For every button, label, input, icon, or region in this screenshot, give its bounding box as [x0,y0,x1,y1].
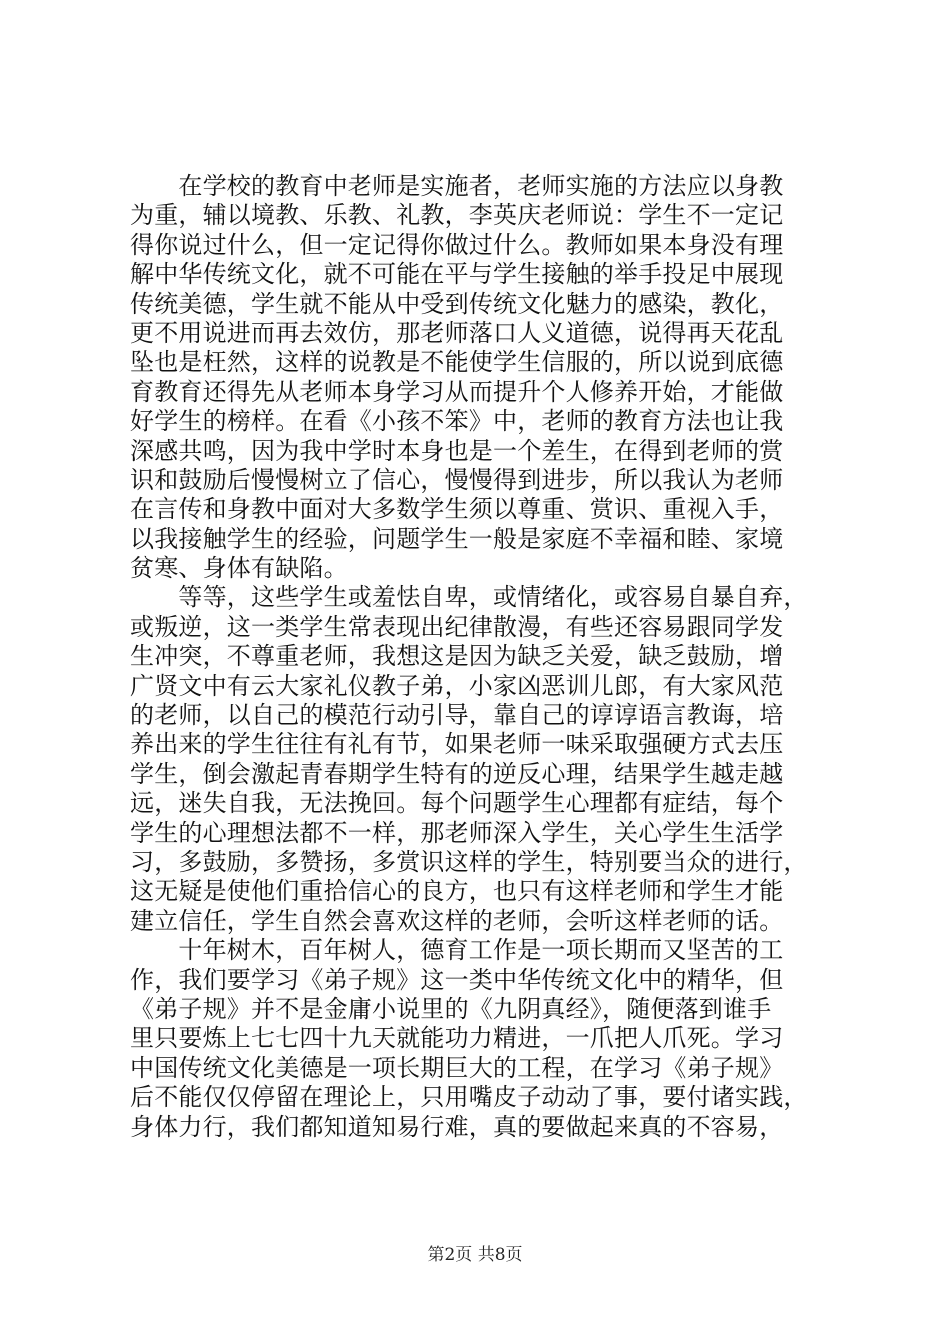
text-line: 养出来的学生往往有礼有节，如果老师一味采取强硬方式去压 [130,730,784,759]
text-line: 远，迷失自我，无法挽回。每个问题学生心理都有症结，每个 [130,789,784,818]
page-number-label: 第2页 共8页 [427,1245,523,1265]
text-line: 的老师，以自己的模范行动引导，靠自己的谆谆语言教诲，培 [130,701,784,730]
text-line: 或叛逆，这一类学生常表现出纪律散漫，有些还容易跟同学发 [130,612,784,641]
text-line: 贫寒、身体有缺陷。 [130,554,348,583]
text-line: 得你说过什么，但一定记得你做过什么。教师如果本身没有理 [130,230,784,259]
text-line: 生冲突，不尊重老师，我想这是因为缺乏关爱，缺乏鼓励，增 [130,642,784,671]
text-line: 广贤文中有云大家礼仪教子弟，小家凶恶训儿郎，有大家风范 [130,671,784,700]
text-line: 习，多鼓励，多赞扬，多赏识这样的学生，特别要当众的进行， [130,847,808,876]
text-line: 里只要炼上七七四十九天就能功力精进，一爪把人爪死。学习 [130,1024,784,1053]
text-line: 学生，倒会激起青春期学生特有的逆反心理，结果学生越走越 [130,759,784,788]
text-line: 为重，辅以境教、乐教、礼教，李英庆老师说：学生不一定记 [130,201,784,230]
text-line: 身体力行，我们都知道知易行难，真的要做起来真的不容易， [130,1112,784,1141]
text-line: 以我接触学生的经验，问题学生一般是家庭不幸福和睦、家境 [130,524,784,553]
text-line: 后不能仅仅停留在理论上，只用嘴皮子动动了事，要付诸实践， [130,1083,808,1112]
text-line: 育教育还得先从老师本身学习从而提升个人修养开始，才能做 [130,377,784,406]
text-line: 深感共鸣，因为我中学时本身也是一个差生，在得到老师的赏 [130,436,784,465]
text-line: 解中华传统文化，就不可能在平与学生接触的举手投足中展现 [130,260,784,289]
text-line: 建立信任，学生自然会喜欢这样的老师，会听这样老师的话。 [130,906,784,935]
text-line: 好学生的榜样。在看《小孩不笨》中，老师的教育方法也让我 [130,407,784,436]
text-line: 识和鼓励后慢慢树立了信心，慢慢得到进步，所以我认为老师 [130,465,784,494]
body-text [130,172,830,1142]
page-footer [0,1243,950,1267]
text-line: 在言传和身教中面对大多数学生须以尊重、赏识、重视入手， [130,495,784,524]
text-line: 等等，这些学生或羞怯自卑，或情绪化，或容易自暴自弃， [130,583,808,612]
text-line: 在学校的教育中老师是实施者，老师实施的方法应以身教 [130,172,784,200]
text-line: 更不用说进而再去效仿，那老师落口人义道德，说得再天花乱 [130,318,784,347]
text-line: 传统美德，学生就不能从中受到传统文化魅力的感染，教化， [130,289,784,318]
text-line: 坠也是枉然，这样的说教是不能使学生信服的，所以说到底德 [130,348,784,377]
text-line: 作，我们要学习《弟子规》这一类中华传统文化中的精华，但 [130,965,784,994]
text-line: 这无疑是使他们重拾信心的良方，也只有这样老师和学生才能 [130,877,784,906]
text-line: 十年树木，百年树人，德育工作是一项长期而又坚苦的工 [130,936,784,965]
text-line: 中国传统文化美德是一项长期巨大的工程，在学习《弟子规》 [130,1053,784,1082]
text-line: 学生的心理想法都不一样，那老师深入学生，关心学生生活学 [130,818,784,847]
text-line: 《弟子规》并不是金庸小说里的《九阴真经》，随便落到谁手 [130,994,772,1023]
